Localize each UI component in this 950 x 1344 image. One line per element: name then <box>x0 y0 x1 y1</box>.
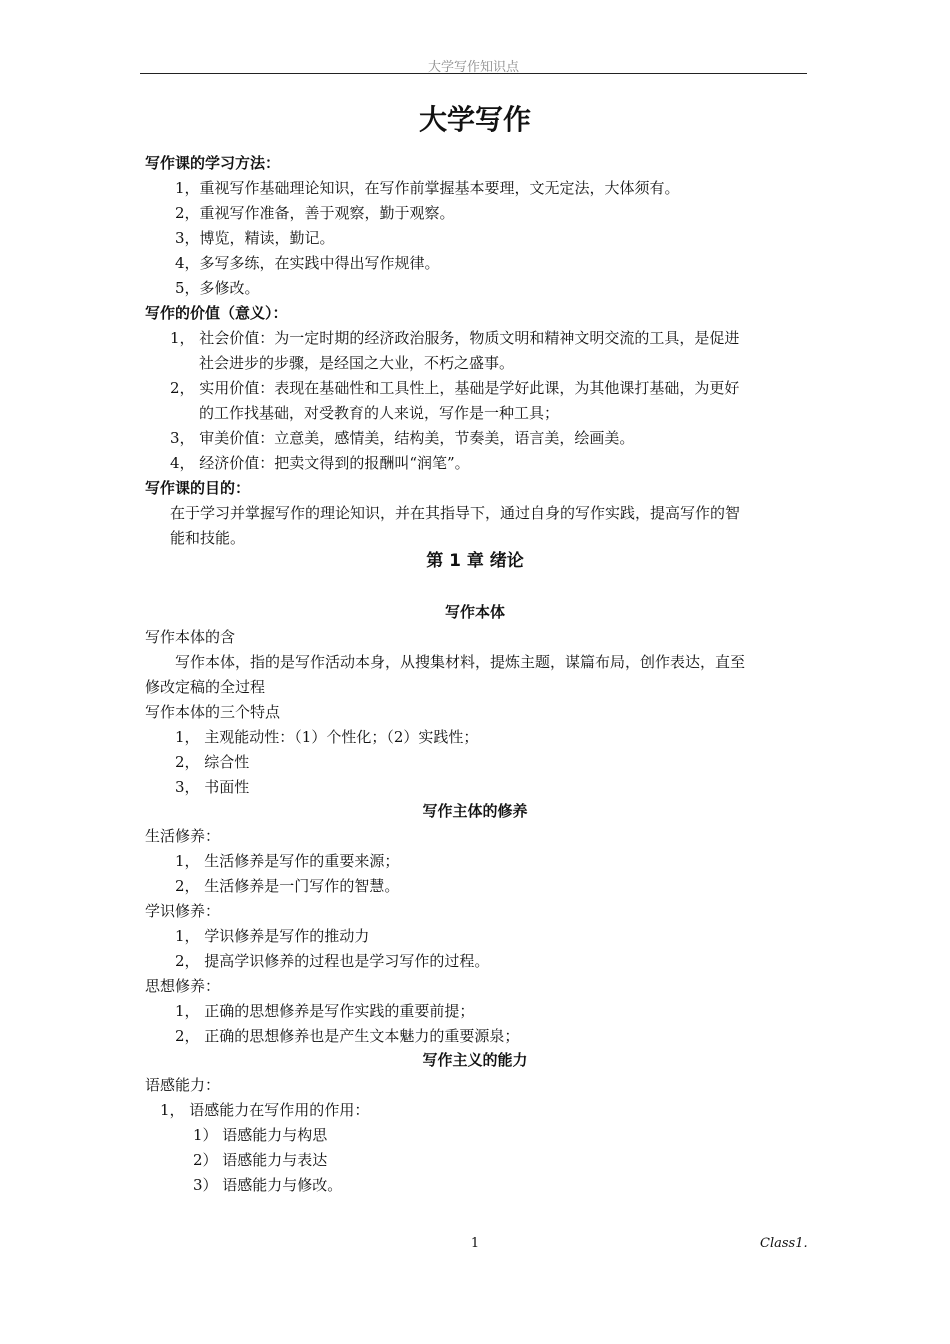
paragraph-line: 生活修养： <box>145 827 221 845</box>
paragraph-line: 在于学习并掌握写作的理论知识，并在其指导下，通过自身的写作实践，提高写作的智 <box>170 504 741 522</box>
list-item: 4，多写多练，在实践中得出写作规律。 <box>175 254 440 272</box>
list-item: 2， 综合性 <box>175 753 250 771</box>
list-item: 1，重视写作基础理论知识，在写作前掌握基本要理，文无定法，大体须有。 <box>175 179 680 197</box>
subsection-heading: 写作主体的修养 <box>422 802 528 820</box>
list-item: 1， 正确的思想修养是写作实践的重要前提； <box>175 1002 475 1020</box>
section-heading: 写作课的学习方法： <box>145 154 281 172</box>
list-item: 3， 审美价值：立意美，感情美，结构美，节奏美，语言美，绘画美。 <box>170 429 635 447</box>
list-item: 3， 书面性 <box>175 778 250 796</box>
subsection-heading: 写作主义的能力 <box>422 1051 528 1069</box>
list-item: 2， 提高学识修养的过程也是学习写作的过程。 <box>175 952 490 970</box>
list-item: 1， 生活修养是写作的重要来源； <box>175 852 400 870</box>
paragraph-line: 语感能力： <box>145 1076 221 1094</box>
paragraph-line: 学识修养： <box>145 902 221 920</box>
section-heading: 写作的价值（意义）： <box>145 304 288 322</box>
list-item: 1， 主观能动性：（1）个性化；（2）实践性； <box>175 728 479 746</box>
list-item: 2， 实用价值：表现在基础性和工具性上，基础是学好此课，为其他课打基础，为更好 <box>170 379 740 397</box>
list-item: 2，重视写作准备，善于观察，勤于观察。 <box>175 204 455 222</box>
paragraph-line: 修改定稿的全过程 <box>145 678 266 696</box>
page-number: 1 <box>470 1236 480 1251</box>
list-item: 5，多修改。 <box>175 279 260 297</box>
paragraph-line: 思想修养： <box>145 977 221 995</box>
list-item: 4， 经济价值：把卖文得到的报酬叫“润笔”。 <box>170 454 470 472</box>
paragraph-line: 写作本体，指的是写作活动本身，从搜集材料，提炼主题，谋篇布局，创作表达，直至 <box>175 653 746 671</box>
header-rule <box>140 73 807 74</box>
sub-list-item: 3） 语感能力与修改。 <box>193 1176 343 1194</box>
subsection-heading: 写作本体 <box>444 603 505 621</box>
list-item: 3，博览，精读，勤记。 <box>175 229 335 247</box>
document-title: 大学写作 <box>418 103 531 136</box>
sub-list-item: 2） 语感能力与表达 <box>193 1151 328 1169</box>
footer-class-label: Class1. <box>760 1236 808 1251</box>
paragraph-line: 写作本体的含 <box>145 628 236 646</box>
sub-list-item: 1） 语感能力与构思 <box>193 1126 328 1144</box>
chapter-title: 第 1 章 绪论 <box>426 551 524 571</box>
list-item: 1， 学识修养是写作的推动力 <box>175 927 370 945</box>
paragraph-line: 写作本体的三个特点 <box>145 703 281 721</box>
list-item-continuation: 的工作找基础，对受教育的人来说，写作是一种工具； <box>199 404 560 422</box>
list-item: 1， 社会价值：为一定时期的经济政治服务，物质文明和精神文明交流的工具，是促进 <box>170 329 740 347</box>
list-item-continuation: 社会进步的步骤，是经国之大业，不朽之盛事。 <box>199 354 515 372</box>
section-heading: 写作课的目的： <box>145 479 251 497</box>
list-item: 2， 正确的思想修养也是产生文本魅力的重要源泉； <box>175 1027 520 1045</box>
running-header: 大学写作知识点 <box>427 60 519 75</box>
list-item: 1， 语感能力在写作用的作用： <box>160 1101 370 1119</box>
paragraph-line: 能和技能。 <box>170 529 246 547</box>
list-item: 2， 生活修养是一门写作的智慧。 <box>175 877 400 895</box>
